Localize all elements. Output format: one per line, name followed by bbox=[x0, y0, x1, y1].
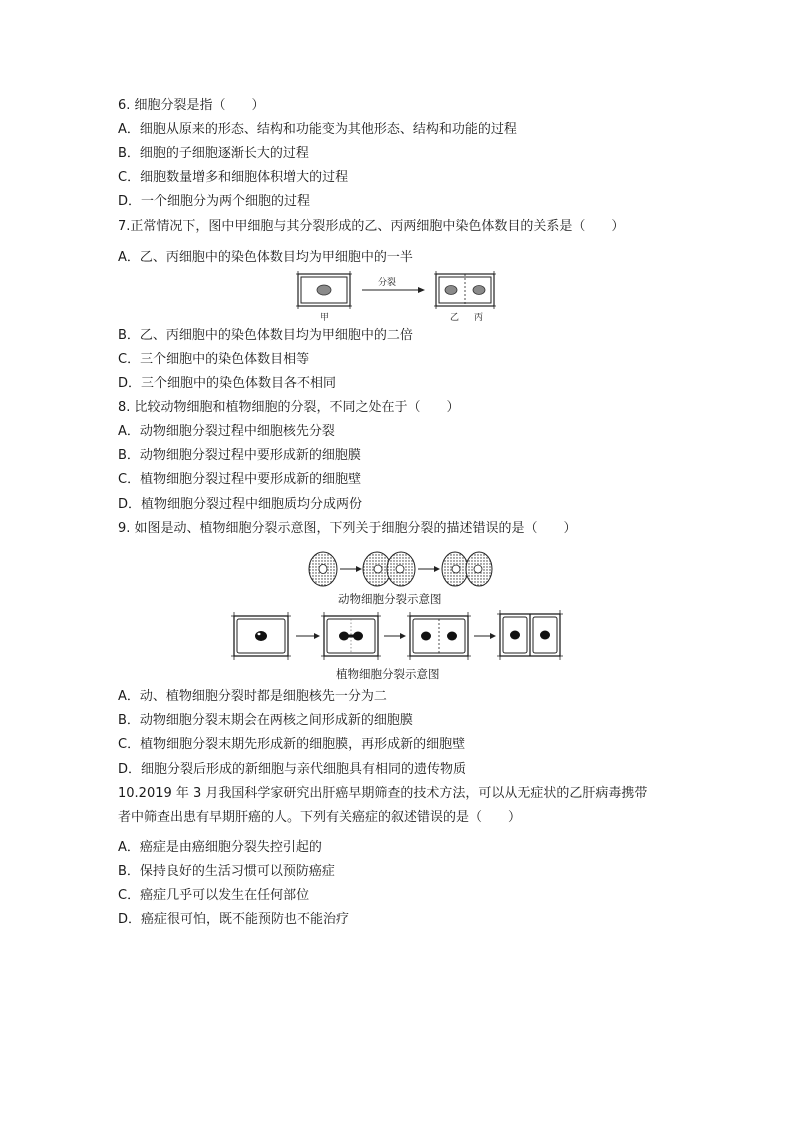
plant-arrow-2 bbox=[384, 633, 406, 639]
q10-stem-line-2: 者中筛查出患有早期肝癌的人。下列有关癌症的叙述错误的是（ ） bbox=[118, 810, 522, 825]
plant-arrow-3 bbox=[474, 633, 496, 639]
q8-option-d: D．植物细胞分裂过程中细胞质均分成两份 bbox=[118, 497, 363, 512]
plant-figure-caption: 植物细胞分裂示意图 bbox=[336, 667, 440, 681]
plant-cell-division-figure bbox=[228, 608, 568, 662]
q9-option-b: B．动物细胞分裂末期会在两核之间形成新的细胞膜 bbox=[118, 713, 413, 728]
plant-cell-stage-4 bbox=[497, 610, 563, 660]
q8-option-c: C．植物细胞分裂过程中要形成新的细胞壁 bbox=[118, 472, 362, 487]
animal-figure-svg bbox=[300, 548, 500, 590]
plant-arrow-1 bbox=[296, 633, 320, 639]
q10-stem-line-1: 10.2019 年 3 月我国科学家研究出肝癌早期筛查的技术方法，可以从无症状的乙肝病毒携带 bbox=[118, 786, 648, 801]
q6-option-c: C．细胞数量增多和细胞体积增大的过程 bbox=[118, 170, 349, 185]
q10-option-b: B．保持良好的生活习惯可以预防癌症 bbox=[118, 864, 335, 879]
animal-cell-division-figure bbox=[300, 548, 500, 590]
animal-cell-stage-1 bbox=[309, 552, 337, 586]
q9-option-d: D．细胞分裂后形成的新细胞与亲代细胞具有相同的遗传物质 bbox=[118, 762, 467, 777]
q7-option-b: B．乙、丙细胞中的染色体数目均为甲细胞中的二倍 bbox=[118, 328, 413, 343]
label-bing: 丙 bbox=[474, 313, 484, 323]
q6-option-d: D．一个细胞分为两个细胞的过程 bbox=[118, 194, 311, 209]
label-yi: 乙 bbox=[450, 313, 460, 323]
animal-cell-stage-3 bbox=[442, 552, 492, 586]
animal-cell-stage-2 bbox=[363, 552, 415, 586]
q8-option-b: B．动物细胞分裂过程中要形成新的细胞膜 bbox=[118, 448, 361, 463]
q7-cell-division-figure bbox=[290, 265, 500, 323]
arrow-label: 分裂 bbox=[378, 278, 397, 288]
animal-arrow-1 bbox=[340, 566, 362, 572]
plant-figure-svg bbox=[228, 608, 568, 662]
q7-stem: 7.正常情况下，图中甲细胞与其分裂形成的乙、丙两细胞中染色体数目的关系是（ ） bbox=[118, 219, 625, 234]
plant-cell-stage-3 bbox=[407, 612, 471, 660]
cell-jia bbox=[296, 271, 352, 309]
q7-option-a: A．乙、丙细胞中的染色体数目均为甲细胞中的一半 bbox=[118, 250, 413, 265]
cells-yi-bing bbox=[434, 271, 496, 309]
animal-figure-caption: 动物细胞分裂示意图 bbox=[338, 592, 442, 606]
q7-option-c: C．三个细胞中的染色体数目相等 bbox=[118, 352, 310, 367]
q7-option-d: D．三个细胞中的染色体数目各不相同 bbox=[118, 376, 337, 391]
q10-option-c: C．癌症几乎可以发生在任何部位 bbox=[118, 888, 310, 903]
plant-cell-stage-2 bbox=[321, 612, 381, 660]
q6-stem: 6. 细胞分裂是指（ ） bbox=[118, 98, 265, 113]
q6-option-a: A．细胞从原来的形态、结构和功能变为其他形态、结构和功能的过程 bbox=[118, 122, 517, 137]
q9-option-c: C．植物细胞分裂末期先形成新的细胞膜，再形成新的细胞壁 bbox=[118, 737, 466, 752]
q9-stem: 9. 如图是动、植物细胞分裂示意图，下列关于细胞分裂的描述错误的是（ ） bbox=[118, 521, 577, 536]
plant-cell-stage-1 bbox=[231, 612, 291, 660]
animal-arrow-2 bbox=[418, 566, 440, 572]
q8-option-a: A．动物细胞分裂过程中细胞核先分裂 bbox=[118, 424, 335, 439]
q10-option-d: D．癌症很可怕，既不能预防也不能治疗 bbox=[118, 912, 350, 927]
label-jia: 甲 bbox=[320, 313, 330, 323]
q9-option-a: A．动、植物细胞分裂时都是细胞核先一分为二 bbox=[118, 689, 387, 704]
q10-option-a: A．癌症是由癌细胞分裂失控引起的 bbox=[118, 840, 322, 855]
q8-stem: 8. 比较动物细胞和植物细胞的分裂，不同之处在于（ ） bbox=[118, 400, 460, 415]
q6-option-b: B．细胞的子细胞逐渐长大的过程 bbox=[118, 146, 309, 161]
